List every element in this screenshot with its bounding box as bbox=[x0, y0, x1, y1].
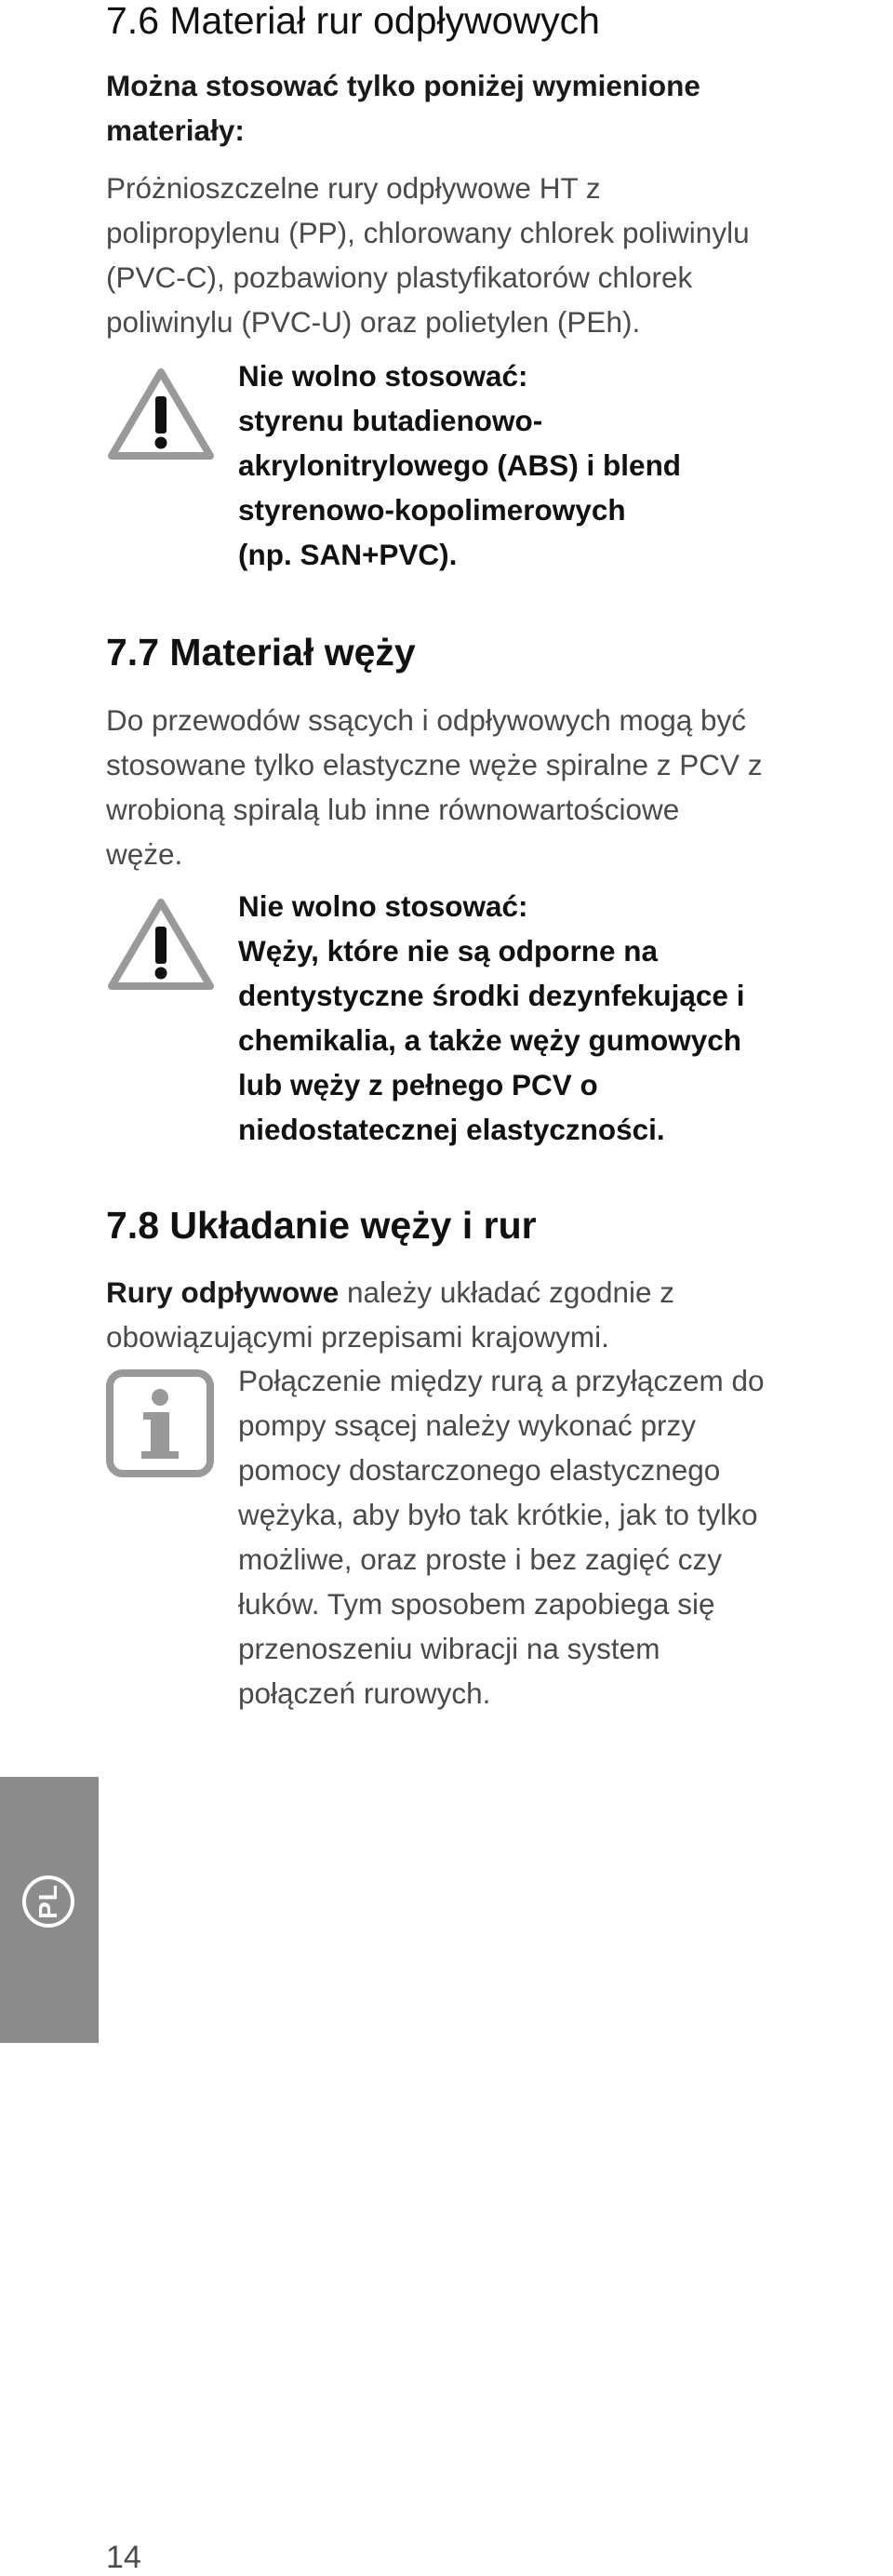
body-line: stosowane tylko elastyczne węże spiralne z PCV z bbox=[106, 748, 763, 781]
body-line: Próżnioszczelne rury odpływowe HT z bbox=[106, 171, 601, 205]
info-line: możliwe, oraz proste i bez zagięć czy bbox=[238, 1542, 722, 1576]
body-line: wrobioną spiralą lub inne równowartościowe bbox=[106, 793, 680, 826]
intro-line: materiały: bbox=[106, 113, 245, 147]
warning-line: dentystyczne środki dezynfekujące i bbox=[238, 979, 745, 1012]
heading-7-6: 7.6 Materiał rur odpływowych bbox=[106, 0, 600, 42]
body-line: poliwinylu (PVC-U) oraz polietylen (PEh). bbox=[106, 305, 641, 339]
info-line: przenoszeniu wibracji na system bbox=[238, 1632, 660, 1665]
intro-line: Można stosować tylko poniżej wymienione bbox=[106, 69, 700, 102]
info-line: wężyka, aby było tak krótkie, jak to tylko bbox=[238, 1498, 758, 1531]
language-label: PL bbox=[33, 1884, 62, 1919]
warning-line: akrylonitrylowego (ABS) i blend bbox=[238, 448, 682, 482]
warning-line: Nie wolno stosować: bbox=[238, 889, 528, 923]
heading-7-8: 7.8 Układanie węży i rur bbox=[106, 1204, 537, 1247]
body-line: polipropylenu (PP), chlorowany chlorek poliwinylu bbox=[106, 216, 750, 249]
warning-line: chemikalia, a także węży gumowych bbox=[238, 1023, 741, 1057]
info-line: pomocy dostarczonego elastycznego bbox=[238, 1453, 721, 1487]
warning-line: lub węży z pełnego PCV o bbox=[238, 1068, 598, 1101]
body-line: węże. bbox=[106, 837, 183, 871]
language-badge bbox=[22, 1875, 74, 1928]
section-7-8-body bbox=[106, 1270, 674, 1359]
body-bold: Rury odpływowe bbox=[106, 1275, 340, 1309]
warning-box-7-6 bbox=[106, 354, 887, 577]
warning-box-7-7 bbox=[106, 884, 887, 1152]
info-line: połączeń rurowych. bbox=[238, 1676, 491, 1710]
section-7-6-body bbox=[106, 166, 750, 344]
heading-7-7: 7.7 Materiał węży bbox=[106, 631, 416, 674]
body-line: (PVC-C), pozbawiony plastyfikatorów chlorek bbox=[106, 260, 693, 294]
page-number: 14 bbox=[106, 2540, 141, 2575]
warning-line: Nie wolno stosować: bbox=[238, 359, 528, 393]
warning-line: styrenu butadienowo- bbox=[238, 404, 543, 437]
section-7-7-body bbox=[106, 698, 763, 876]
warning-line: Węży, które nie są odporne na bbox=[238, 934, 659, 968]
body-line: Do przewodów ssących i odpływowych mogą być bbox=[106, 703, 747, 737]
warning-triangle-icon bbox=[106, 365, 216, 468]
warning-line: styrenowo-kopolimerowych bbox=[238, 493, 626, 527]
section-7-6-intro bbox=[106, 63, 700, 153]
warning-triangle-icon bbox=[106, 895, 216, 998]
body-line bbox=[106, 1270, 674, 1315]
warning-line: (np. SAN+PVC). bbox=[238, 538, 458, 571]
info-icon bbox=[106, 1369, 214, 1482]
body-rest: należy układać zgodnie z bbox=[339, 1275, 675, 1309]
info-box-7-8 bbox=[106, 1358, 887, 1715]
info-line: Połączenie między rurą a przyłączem do bbox=[238, 1364, 765, 1397]
info-line: łuków. Tym sposobem zapobiega się bbox=[238, 1587, 715, 1621]
body-line: obowiązującymi przepisami krajowymi. bbox=[106, 1320, 609, 1354]
info-line: pompy ssącej należy wykonać przy bbox=[238, 1408, 696, 1442]
warning-line: niedostatecznej elastyczności. bbox=[238, 1113, 665, 1146]
